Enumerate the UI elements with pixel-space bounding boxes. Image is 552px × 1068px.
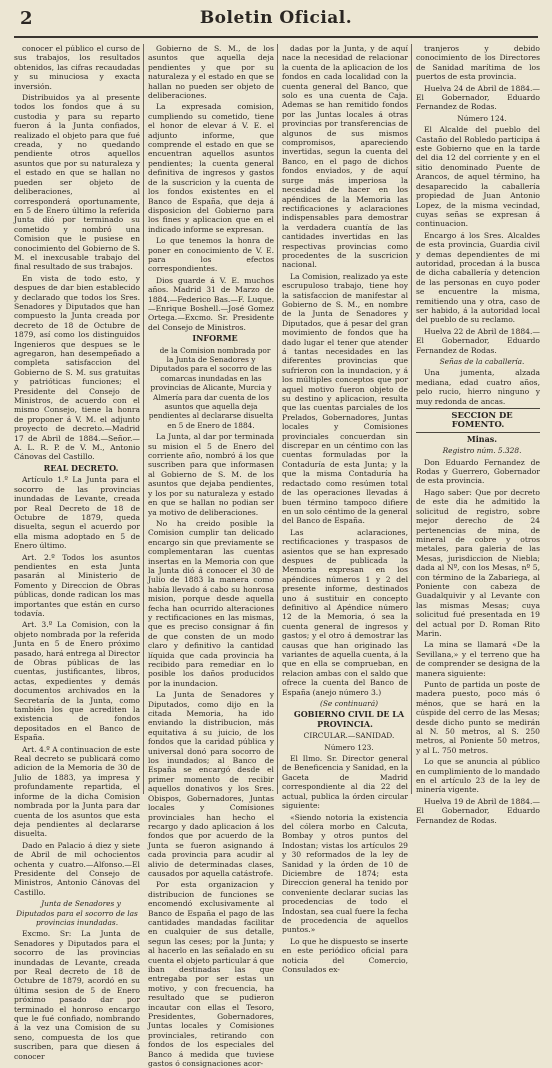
paragraph: La Junta, al dar por terminada su mision el 5 de Enero del corriente año, nombró á los que suscriben para que informasen al Gobierno de S. M. de los asuntos que dejaba pendientes, y los por su naturaleza y estado en que se hallan no podian ser ya motivo de deliberaciones. — [148, 432, 274, 517]
paragraph: Hago saber: Que por decreto de este dia he admitido la solicitud de registro, sobre mejor derecho de 24 pertenencias de mina, de mineral de cobre y otros metales, para galeria de las Mesas, jurisdiccion de Niebla; dada al Nº, con los Mesas, nº 5, con término de la Zabariega, al Poniente con cabeza de Guadalquivir y al Levante con las mismas Mesas; cuya solicitud fué presentada en 19 del actual por D. Roman Rito Marin. — [416, 487, 540, 638]
column-1 — [14, 44, 140, 1061]
paragraph: Art. 2.º Todos los asuntos pendientes en esta Junta pasarán al Ministerio de Fomento y Direccion de Obras públicas, donde radican los mas importantes que están en curso todavía. — [14, 552, 140, 618]
paragraph: Lo que he dispuesto se inserte en este periódico oficial para noticia del Comercio, Consulados ex- — [282, 936, 408, 974]
paragraph: Dado en Palacio á diez y siete de Abril de mil ochocientos ochenta y cuatro.—Alfonso.—El Presidente del Consejo de Ministros, Antonio Cánovas del Castillo. — [14, 840, 140, 897]
paragraph: Una jumenta, alzada mediana, edad cuatro años, pelo rucio, hierro ninguno y muy redonda de ancas. — [416, 368, 540, 406]
paragraph: Artículo 1.º La Junta para el socorro de las provincias inundadas de Levante, creada por Real Decreto de 18 de Octubre de 1879, queda disuelta, segun el acuerdo por ella misma adoptado en 5 de Enero último. — [14, 475, 140, 551]
subheading: Número 123. — [324, 742, 374, 752]
italic-heading: Señas de la caballería. — [439, 357, 525, 366]
italic-heading: Junta de Senadores y Diputados para el socorro de las provincias inundadas. — [16, 899, 138, 927]
paragraph: dadas por la Junta, y de aquí nace la necesidad de relacionar la cuenta de la aplicacion de los fondos en cada localidad con la cuenta general del Banco, que solo es una cuenta de Caja. Ademas se han remitido fondos por las Juntas locales á otras provincias por transferencias de algunos de sus mismos compromisos, apareciendo invertidas, segun la cuenta del Banco, en el pago de dichos fondos enviados, y de aquí surge más imperiosa la necesidad de hacer en los apéndices de la Memoria las rectificaciones y aclaraciones indispensables para demostrar la verdadera cuantía de las cantidades invertidas en las respectivas provincias como procedentes de la suscricion nacional. — [282, 44, 408, 270]
subheading: de la Comision nombrada por la Junta de Senadores y Diputados para el socorro de las comarcas inundadas en las provincias de Alicante, Murcia y Almería para dar cuenta de los asuntos que aquella deja pendientes al declararse disuelta en 5 de Enero de 1884. — [148, 345, 274, 430]
paragraph: Encargo á los Sres. Alcaldes de esta provincia, Guardia civil y demas dependientes de mi autoridad, procedan á la busca de dicha caballería y detencion de las personas en cuyo poder se encuentre la misma, remitiendo una y otra, caso de ser habido, á la autoridad local del pueblo de su reclamo. — [416, 230, 540, 325]
paragraph: La Junta de Senadores y Diputados, como dijo en la citada Memoria, ha ido enviando la distribucion, más equitativa á su juicio, de los fondos que la caridad pública y universal donó para socorro de los inundados; al Banco de España se encargó desde el primer momento de recibir aquellos donativos y los Sres. Obispos, Gobernadores, Juntas locales y Comisiones provinciales han hecho el recargo y dado aplicacion á los fondos que por acuerdo de la Junta se fueron asignando á cada provincia para acudir al alivio de determinadas clases, causados por aquella catástrofe. — [148, 690, 274, 878]
column-3 — [282, 44, 408, 974]
paragraph: conocer el público el curso de sus trabajos, los resultados obtenidos, las cifras recaudadas y su minuciosa y exacta inversión. — [14, 44, 140, 91]
column-divider — [143, 44, 144, 794]
paragraph: Las aclaraciones, rectificaciones y traspasos de asientos que se han expresado despues de publicada la Memoria expresan en los apéndices números 1 y 2 del presente informe, destinados uno á sustituir en concepto definitivo al Apéndice número 12 de la Memoria, ó sea la cuenta general de ingresos y gastos; y el otro á demostrar las causas que han originado las variantes de aquella cuenta, á la que en ella se comprueban, en relacion ambas con el saldo que ofrece la cuenta del Banco de España (anejo número 3.) — [282, 527, 408, 697]
paragraph: Lo que se anuncia al público en cumplimiento de lo mandado en el artículo 23 de la ley de minería vigente. — [416, 757, 540, 795]
paragraph: Huelva 24 de Abril de 1884.—El Gobernador, Eduardo Fernandez de Rodas. — [416, 83, 540, 112]
italic-heading: Registro núm. 5.328. — [442, 446, 522, 456]
paragraph: Dios guarde á V. E. muchos años. Madrid 31 de Marzo de 1884.—Federico Bas.—F. Luque.—Enrique Boshell.—José Gomez Ortega.—Excmo. Sr. Presidente del Consejo de Ministros. — [148, 275, 274, 332]
subheading: CIRCULAR.—SANIDAD. — [303, 731, 395, 741]
paragraph: El Ilmo. Sr. Director general de Beneficencia y Sanidad, en la Gaceta de Madrid correspondiente al dia 22 del actual, publica la órden circular siguiente: — [282, 754, 408, 811]
column-4 — [416, 44, 540, 825]
paragraph: Art. 4.º A continuacion de este Real decreto se publicará como adicion de la Memoria de 30 de Julio de 1883, ya impresa y profundamente repartida, el informe de la dicha Comision nombrada por la Junta para dar cuenta de los asuntos que esta deja pendientes al declararse disuelta. — [14, 744, 140, 839]
subheading: Número 124. — [457, 113, 507, 123]
section-heading: REAL DECRETO. — [43, 462, 119, 473]
paragraph: El Alcalde del pueblo del Castaño del Robledo participa á este Gobierno que en la tarde del dia 12 del corriente y en el sitio denominado Puente de Arancos, de aquel término, ha desaparecido la caballería propiedad de Juan Antonio Lopez, de la misma vecindad, cuyas señas se expresan á continuacion. — [416, 125, 540, 229]
section-banner: SECCION DE FOMENTO. — [416, 408, 540, 433]
italic-note: (Se continuará) — [319, 699, 379, 709]
paragraph: tranjeros y debido conocimiento de los Directores de Sanidad marítima de los puertos de esta provincia. — [416, 44, 540, 82]
column-divider — [277, 44, 278, 794]
paragraph: La mina se llamará «De la Sevillana,» y el terreno que ha de comprender se designa de la manera siguiente: — [416, 640, 540, 678]
paragraph: La expresada comision, cumpliendo su cometido, tiene el honor de elevar á V. E. el adjunto informe, que comprende el estado en que se encuentran aquellos asuntos pendientes; la cuenta general definitiva de ingresos y gastos de la suscricion y la cuenta de los fondos existentes en el Banco de España, que deja á disposicion del Gobierno para los fines y aplicacion que en el indicado informe se expresan. — [148, 102, 274, 234]
page-header — [14, 6, 538, 38]
paragraph: Gobierno de S. M., de los asuntos que aquella deja pendientes y que por su naturaleza y el estado en que se hallan no pueden ser objeto de deliberaciones. — [148, 44, 274, 101]
paragraph: Por esta organizacion y distribucion de funciones se encomendó exclusivamente al Banco de España el pago de las cantidades mandadas facilitar en cualquier de sus detalle, segun las ceses; por la Junta; y al hacerlo en las señalado en su cuenta el objeto particular á que iban destinadas las que entregaba por ser estas un motivo, y con frecuencia, ha resultado que se pudieron incautar con ellas el Tesoro, Presidentes, Gobernadores, Juntas locales y Comisiones provinciales, retirando con fondos de los especiales del Banco á medida que tuviese gastos ó consignaciones acor- — [148, 880, 275, 1068]
paragraph: Excmo. Sr: La Junta de Senadores y Diputados para el socorro de las provincias inundadas de Levante, creada por Real decreto de 18 de Octubre de 1879, acordó en su última sesion de 5 de Enero próximo pasado dar por terminado el honroso encargo que le fué confiado, nombrando á la vez una Comision de su seno, compuesta de los que suscriben, para que diesen á conocer — [14, 929, 140, 1061]
section-heading: GOBIERNO CIVIL DE LA PROVINCIA. — [293, 709, 405, 729]
paragraph: Art. 3.º La Comision, con la objeto nombrada por la referida Junta en 5 de Enero próximo pasado, hará entrega al Director de Obras públicas de las cuentas, justificantes, libros, actas, expedientes y demás documentos archivados en la Secretaría de la Junta, como también los que acrediten la existencia de fondos depositados en el Banco de España. — [14, 620, 140, 743]
paragraph: Huelva 19 de Abril de 1884.—El Gobernador, Eduardo Fernandez de Rodas. — [416, 796, 540, 825]
newspaper-title: Boletin Oficial. — [199, 8, 353, 28]
paragraph: Lo que tenemos la honra de poner en conocimiento de V. E. para los efectos correspondientes. — [148, 236, 274, 274]
section-heading: Minas. — [466, 433, 498, 444]
column-2 — [148, 44, 275, 1068]
paragraph: En vista de todo esto, y despues de dar bien establecido y declarado que todos los Sres. Senadores y Diputados que han compuesto la Junta creada por decreto de 18 de Octubre de 1879, así como los distinguidos Ingenieros que despues se le agregaron, han desempeñado a completa satisfaccion del Gobierno de S. M. sus gratuitas y patrióticas funciones; el Presidente del Consejo de Ministros, de acuerdo con el mismo Consejo, tiene la honra de proponer á V. M. el adjunto proyecto de decreto.—Madrid 17 de Abril de 1884.—Señor.—A. L. R. P. de V. M., Antonio Cánovas del Castillo. — [14, 273, 140, 462]
page-number: 2 — [20, 8, 33, 29]
column-divider — [411, 44, 412, 794]
paragraph: Punto de partida un poste de madera puesto, poco más ó ménos, que se hará en la cúspide del cerro de las Mesas; desde dicho punto se medirán al N. 50 metros, al S. 250 metros, al Poniente 50 metros, y al L. 750 metros. — [416, 680, 540, 755]
paragraph: «Siendo notoria la existencia del cólera morbo en Calcuta, Bombay y otros puntos del Indostan; vistas los artículos 29 y 30 reformados de la ley de Sanidad y la órden de 10 de Diciembre de 1874; esta Direccion general ha tenido por conveniente declarar sucias las procedencias de todo el Indostan, sea cual fuere la fecha de procedencia de aquellos puntos.» — [282, 812, 408, 935]
paragraph: No ha creido posible la Comision cumplir tan delicado encargo sin que previamente se complementaran las cuentas insertas en la Memoria con que la Junta dió á conocer el 30 de Julio de 1883 la manera como había llevado á cabo su honrosa mision, porque desde aquella fecha han ocurrido alteraciones y rectificaciones en las mismas, que es preciso consignar á fin de que consten de un modo claro y definitivo la cantidad líquida que cada provincia ha recibido para remediar en lo posible los daños producidos por la inundacion. — [148, 518, 274, 688]
paragraph: Don Eduardo Fernandez de Rodas y Guerrero, Gobernador de esta provincia. — [416, 457, 540, 486]
paragraph: La Comision, realizado ya este escrupuloso trabajo, tiene hoy la satisfaccion de manifestar al Gobierno de S. M., en nombre de la Junta de Senadores y Diputados, que á pesar del gran movimiento de fondos que ha dado lugar el tener que atender á tantas necesidades en las diferentes provincias que sufrieron con la inundacion, y á los múltiples conceptos que por aquel motivo fueron objeto de su destino y aplicacion, resulta que las cuentas parciales de los Prelados, Gobernadores, Juntas locales y Comisiones provinciales concuerdan sin discrepar en un céntimo con las cuentas formuladas por la Contaduría de esta Junta; y la que la misma Contaduría ha redactado como resúmen total de las operaciones llevadas á buen término tampoco difiere en un solo céntimo de la general del Banco de España. — [282, 271, 408, 526]
paragraph: Distribuidos ya al presente todos los fondos que á su custodia y para su reparto fueron á la Junta confiados, realizado el objeto para que fué creada, y no quedando pendiente otros aquellos asuntos que por su naturaleza y el estado en que se hallan no pueden ser objeto de deliberaciones, al corresponderá oportunamente, en 5 de Enero último la referida Junta dió por terminado su cometido y nombró una Comision que le pusiese en conocimiento del Gobierno de S. M. el inexcusable trabajo del final resultado de sus trabajos. — [14, 93, 140, 272]
section-heading: INFORME — [192, 333, 238, 344]
paragraph: Huelva 22 de Abril de 1884.—El Gobernador, Eduardo Fernandez de Rodas. — [416, 326, 540, 355]
